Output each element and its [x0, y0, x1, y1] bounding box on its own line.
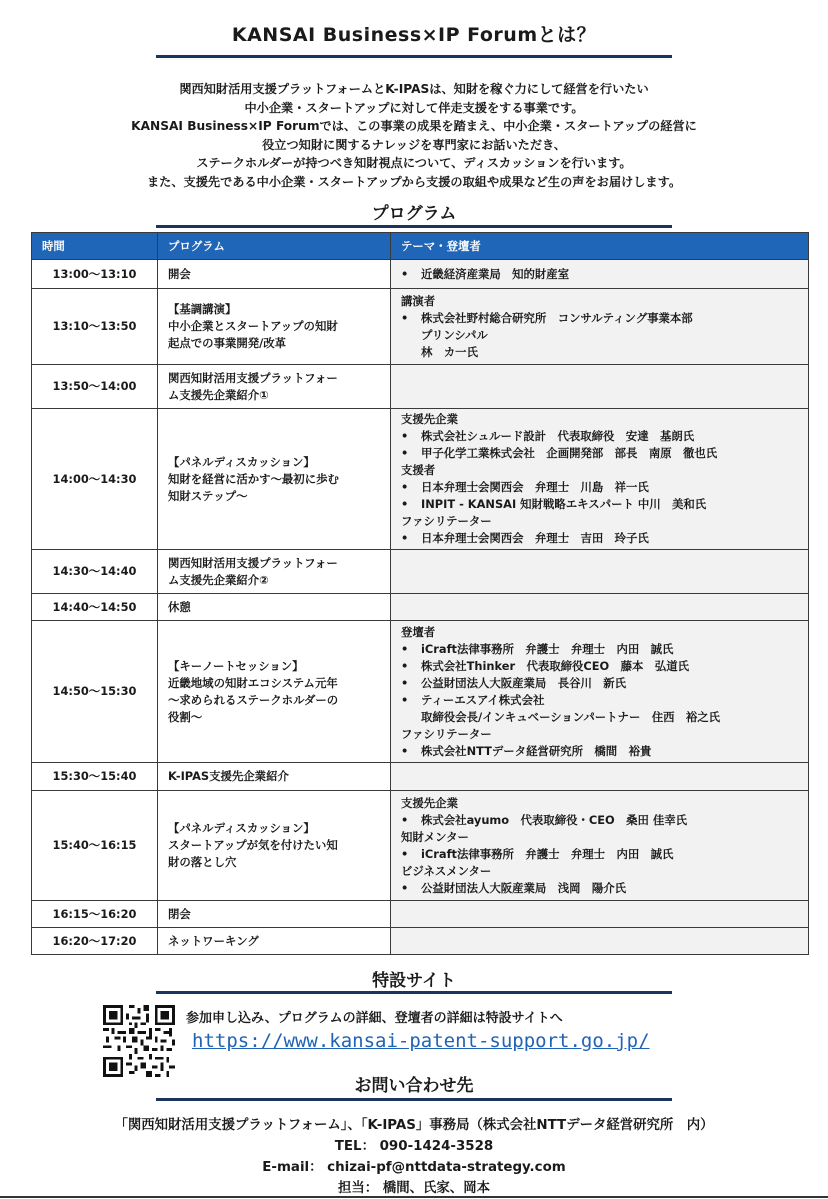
- program-line: 【パネルディスカッション】: [168, 454, 315, 469]
- contact-email[interactable]: E-mail： chizai-pf@nttdata-strategy.com: [262, 1160, 566, 1175]
- row-program: [158, 791, 391, 901]
- row-time: 13:10〜13:50: [32, 289, 158, 365]
- table-row: [32, 550, 809, 594]
- row-time: 13:50〜14:00: [32, 365, 158, 409]
- program-line: ム支援先企業紹介②: [168, 572, 269, 587]
- table-row: [32, 260, 809, 289]
- speaker-item: • 公益財団法人大阪産業局 浅岡 陽介氏: [401, 880, 798, 897]
- program-line: 【パネルディスカッション】: [168, 821, 315, 835]
- speaker-line: 林 カ一氏: [421, 344, 478, 359]
- intro-line: 中小企業・スタートアップに対して伴走支援をする事業です。: [244, 100, 584, 115]
- speaker-item: • INPIT - KANSAI 知財戦略エキスパート 中川 美和氏: [401, 496, 798, 513]
- header-theme: テーマ・登壇者: [391, 233, 809, 260]
- intro-line: 関西知財活用支援プラットフォームとK-IPASは、知財を稼ぐ力にして経営を行いたい: [179, 82, 649, 96]
- program-line: 中小企業とスタートアップの知財: [168, 319, 338, 333]
- row-time: 15:40〜16:15: [32, 791, 158, 901]
- contact-staff: 担当： 橋間、氏家、岡本: [338, 1181, 490, 1196]
- speaker-item: • 株式会社野村総合研究所 コンサルティング事業本部: [401, 310, 798, 327]
- row-time: 16:20〜17:20: [32, 928, 158, 955]
- speaker-line: プリンシパル: [421, 327, 488, 342]
- qr-code-icon[interactable]: [103, 1005, 175, 1077]
- row-theme: [391, 791, 809, 901]
- program-line: スタートアップが気を付けたい知: [168, 838, 338, 852]
- contact-heading: お問い合わせ先: [354, 1076, 474, 1096]
- site-link[interactable]: https://www.kansai-patent-support.go.jp/: [192, 1030, 650, 1052]
- speaker-item: • 日本弁理士会関西会 弁理士 吉田 玲子氏: [401, 530, 798, 547]
- row-program: [158, 289, 391, 365]
- contact-tel: TEL： 090-1424-3528: [334, 1139, 494, 1154]
- table-row: [32, 289, 809, 365]
- table-row: [32, 763, 809, 791]
- site-underline: [156, 991, 672, 994]
- row-time: 16:15〜16:20: [32, 901, 158, 928]
- page-title: KANSAI Business×IP Forumとは？: [231, 24, 597, 46]
- header-time: 時間: [32, 233, 158, 260]
- role-heading: ファシリテーター: [401, 514, 492, 528]
- table-row: [32, 365, 809, 409]
- program-line: 近畿地域の知財エコシステム元年: [168, 675, 338, 690]
- speaker-line: 取締役会長/インキュベーションパートナー 住西 裕之氏: [421, 709, 721, 724]
- speaker-item: • ティーエスアイ株式会社: [401, 692, 798, 709]
- row-theme: [391, 901, 809, 928]
- row-theme: [391, 409, 809, 550]
- program-line: 財の落とし穴: [168, 855, 237, 869]
- row-time: 14:40〜14:50: [32, 594, 158, 621]
- row-program: [158, 365, 391, 409]
- row-theme: [391, 594, 809, 621]
- row-program: [158, 550, 391, 594]
- intro-line: ステークホルダーが持つべき知財視点について、ディスカッションを行います。: [196, 156, 632, 171]
- speaker-item: • 株式会社シュルード設計 代表取締役 安達 基朗氏: [401, 428, 798, 445]
- role-heading: ファシリテーター: [401, 726, 492, 741]
- row-theme: [391, 289, 809, 365]
- speaker-item: • 甲子化学工業株式会社 企画開発部 部長 南原 徹也氏: [401, 445, 798, 462]
- program-underline: [156, 225, 672, 228]
- contact-org: 「関西知財活用支援プラットフォーム」、「K-IPAS」事務局（株式会社NTTデータ経営研究所 内）: [114, 1118, 714, 1133]
- role-heading: 講演者: [401, 293, 436, 308]
- table-header-row: [32, 233, 809, 260]
- row-program: K-IPAS支援先企業紹介: [158, 763, 391, 791]
- speaker-item: • 株式会社ayumo 代表取締役・CEO 桑田 佳幸氏: [401, 812, 798, 829]
- speaker-item: • 近畿経済産業局 知的財産室: [401, 266, 798, 283]
- row-program: ネットワーキング: [158, 928, 391, 955]
- program-line: 起点での事業開発/改革: [168, 336, 287, 350]
- program-heading: プログラム: [371, 204, 457, 224]
- title-underline: [156, 55, 672, 58]
- intro-line: また、支援先である中小企業・スタートアップから支援の取組や成果など生の声をお届けします。: [146, 174, 682, 189]
- row-time: 14:50〜15:30: [32, 621, 158, 763]
- site-heading: 特設サイト: [372, 971, 456, 991]
- table-row: [32, 791, 809, 901]
- row-time: 15:30〜15:40: [32, 763, 158, 791]
- program-line: 知財ステップ〜: [168, 488, 248, 503]
- row-program: 休憩: [158, 594, 391, 621]
- row-program: 開会: [158, 260, 391, 289]
- contact-block: [0, 1115, 828, 1199]
- row-theme: [391, 928, 809, 955]
- speaker-item: • iCraft法律事務所 弁護士 弁理士 内田 誠氏: [401, 641, 798, 658]
- row-theme: [391, 763, 809, 791]
- program-line: 【基調講演】: [168, 302, 237, 316]
- program-line: ム支援先企業紹介①: [168, 387, 269, 402]
- speaker-item: • 公益財団法人大阪産業局 長谷川 新氏: [401, 675, 798, 692]
- speaker-item: • 日本弁理士会関西会 弁理士 川島 祥一氏: [401, 479, 798, 496]
- site-description: 参加申し込み、プログラムの詳細、登壇者の詳細は特設サイトへ: [186, 1011, 563, 1026]
- row-time: 14:00〜14:30: [32, 409, 158, 550]
- speaker-item: • 株式会社Thinker 代表取締役CEO 藤本 弘道氏: [401, 658, 798, 675]
- program-line: 役割〜: [168, 709, 203, 724]
- intro-text: [0, 80, 828, 192]
- intro-line: KANSAI Business×IP Forumでは、この事業の成果を踏まえ、中小企業・スタートアップの経営に: [131, 119, 697, 134]
- role-heading: 支援先企業: [401, 412, 458, 426]
- program-table: [31, 232, 809, 955]
- row-time: 13:00〜13:10: [32, 260, 158, 289]
- contact-underline: [156, 1098, 672, 1101]
- program-line: 【キーノートセッション】: [168, 658, 304, 673]
- program-line: 〜求められるステークホルダーの: [168, 692, 339, 707]
- row-program: [158, 621, 391, 763]
- role-heading: 知財メンター: [401, 829, 469, 844]
- row-time: 14:30〜14:40: [32, 550, 158, 594]
- table-row: [32, 409, 809, 550]
- program-line: 知財を経営に活かす〜最初に歩む: [168, 471, 339, 486]
- bottom-border: [0, 1196, 828, 1198]
- program-line: 関西知財活用支援プラットフォー: [168, 555, 338, 570]
- program-line: 関西知財活用支援プラットフォー: [168, 370, 338, 385]
- speaker-item: • 株式会社NTTデータ経営研究所 橋間 裕貴: [401, 743, 798, 760]
- row-theme: [391, 365, 809, 409]
- table-row: [32, 901, 809, 928]
- speaker-item: • iCraft法律事務所 弁護士 弁理士 内田 誠氏: [401, 846, 798, 863]
- role-heading: ビジネスメンター: [401, 863, 492, 878]
- row-theme: [391, 550, 809, 594]
- row-program: [158, 409, 391, 550]
- role-heading: 支援先企業: [401, 795, 458, 810]
- intro-line: 役立つ知財に関するナレッジを専門家にお話いただき、: [262, 137, 566, 152]
- table-row: [32, 621, 809, 763]
- row-program: 閉会: [158, 901, 391, 928]
- row-theme: [391, 260, 809, 289]
- role-heading: 登壇者: [401, 624, 436, 639]
- table-row: [32, 594, 809, 621]
- role-heading: 支援者: [401, 463, 436, 477]
- table-row: [32, 928, 809, 955]
- header-program: プログラム: [158, 233, 391, 260]
- row-theme: [391, 621, 809, 763]
